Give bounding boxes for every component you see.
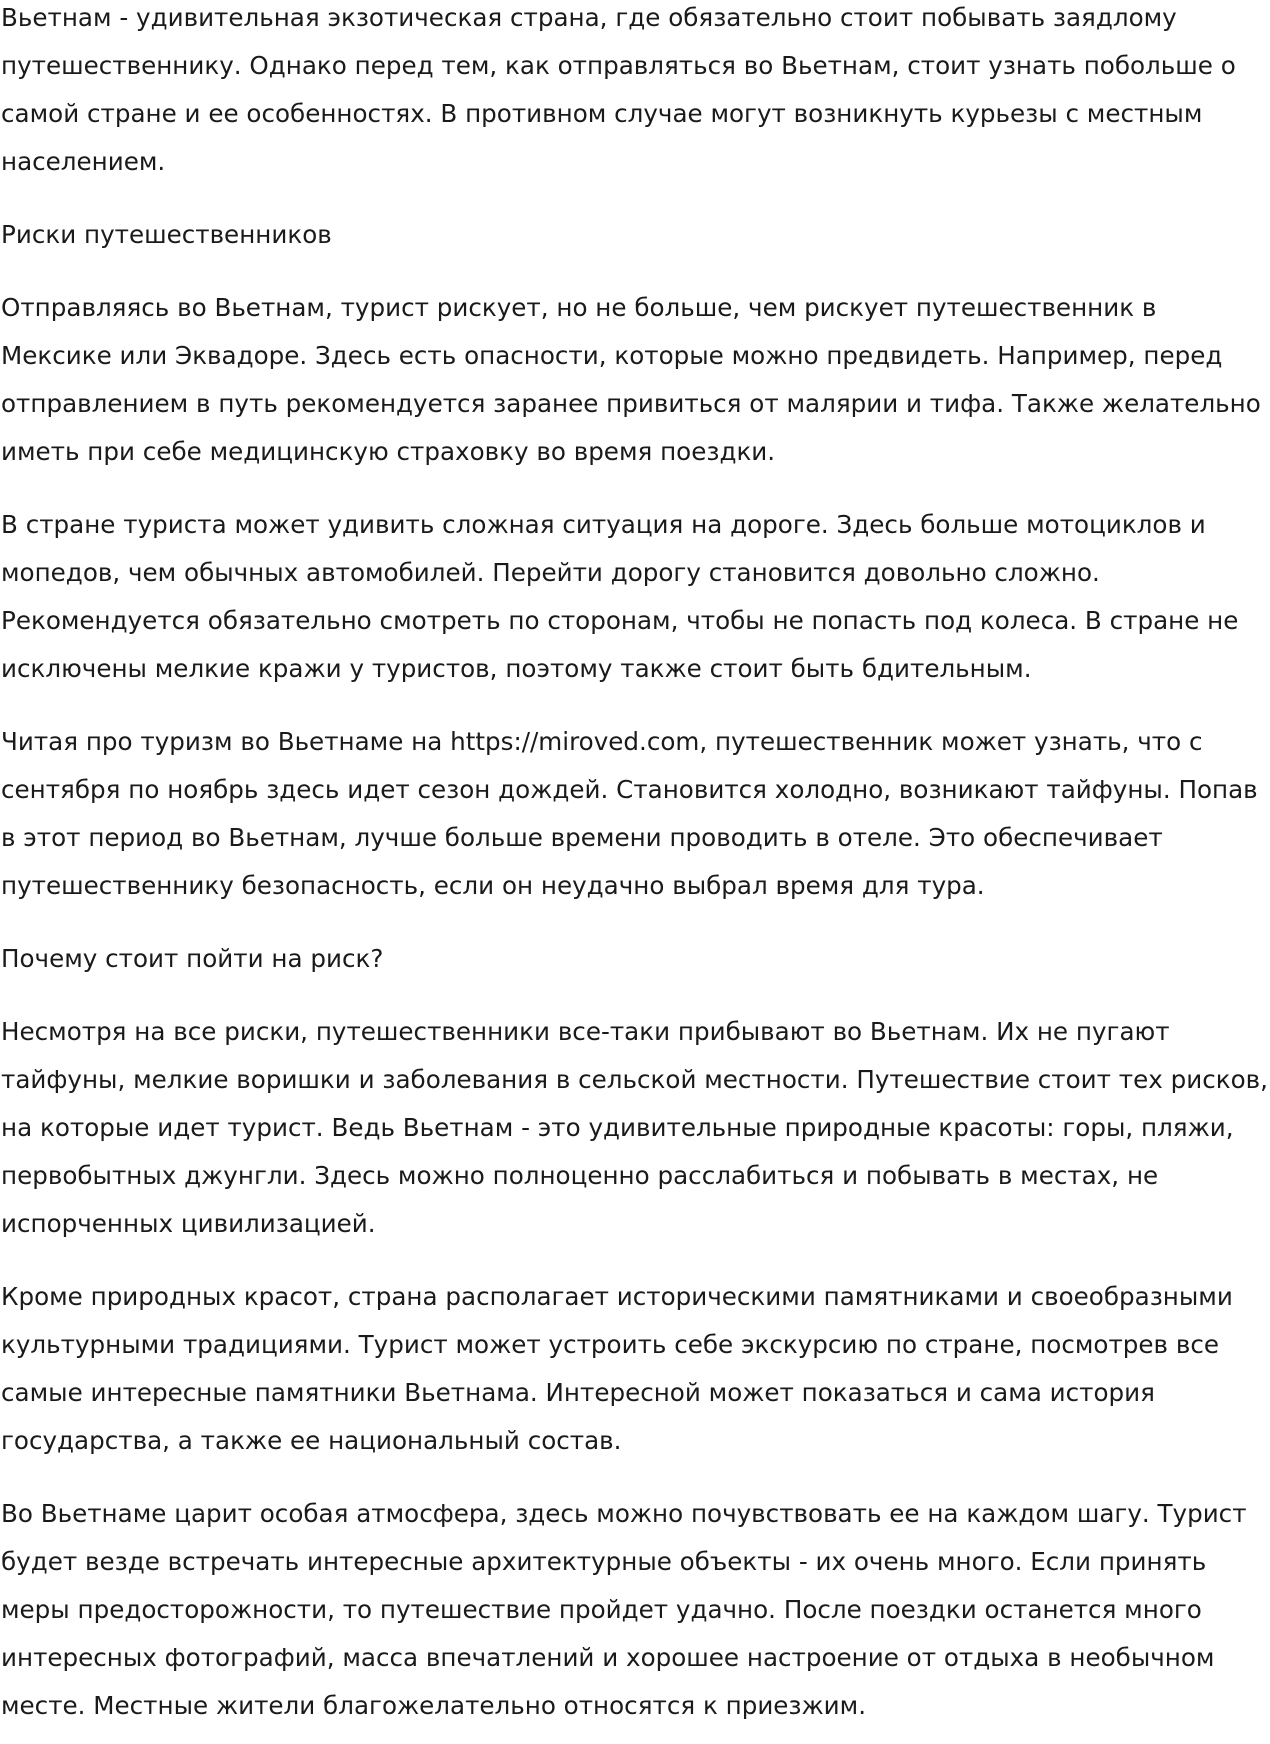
- why-paragraph-culture: Кроме природных красот, страна располагает историческими памятниками и своеобразными культурными традициями. Турист может устроить себе экскурсию по стране, посмотрев все самые интересные памятники Вьетнама. Интересной может показаться и сама история государства, а также ее национальный состав.: [1, 1282, 1233, 1455]
- miroved-link[interactable]: https://miroved.com: [450, 727, 700, 756]
- why-paragraph-atmosphere: Во Вьетнаме царит особая атмосфера, здесь можно почувствовать ее на каждом шагу. Турист будет везде встречать интересные архитектурные объекты - их очень много. Если принять меры предосторожности, то путешествие пройдет удачно. После поездки останется много интересных фотографий, масса впечатлений и хорошее настроение от отдыха в необычном месте. Местные жители благожелательно относятся к приезжим.: [1, 1499, 1247, 1720]
- risks-paragraph-weather: [1, 718, 1270, 910]
- section-heading-why: Почему стоит пойти на риск?: [1, 944, 384, 973]
- weather-text-before: Читая про туризм во Вьетнаме на: [1, 727, 451, 756]
- why-paragraph-nature: Несмотря на все риски, путешественники все-таки прибывают во Вьетнам. Их не пугают тайфуны, мелкие воришки и заболевания в сельской местности. Путешествие стоит тех рисков, на которые идет турист. Ведь Вьетнам - это удивительные природные красоты: горы, пляжи, первобытных джунгли. Здесь можно полноценно расслабиться и побывать в местах, не испорченных цивилизацией.: [1, 1017, 1268, 1238]
- intro-paragraph: Вьетнам - удивительная экзотическая страна, где обязательно стоит побывать заядлому путешественнику. Однако перед тем, как отправляться во Вьетнам, стоит узнать побольше о самой стране и ее особенностях. В противном случае могут возникнуть курьезы с местным населением.: [1, 3, 1236, 176]
- section-heading-risks: Риски путешественников: [1, 220, 332, 249]
- weather-text-after: , путешественник может узнать, что с сентября по ноябрь здесь идет сезон дождей. Становится холодно, возникают тайфуны. Попав в этот период во Вьетнам, лучше больше времени проводить в отеле. Это обеспечивает путешественнику безопасность, если он неудачно выбрал время для тура.: [1, 727, 1258, 900]
- risks-paragraph-health: Отправляясь во Вьетнам, турист рискует, но не больше, чем рискует путешественник в Мексике или Эквадоре. Здесь есть опасности, которые можно предвидеть. Например, перед отправлением в путь рекомендуется заранее привиться от малярии и тифа. Также желательно иметь при себе медицинскую страховку во время поездки.: [1, 293, 1261, 466]
- risks-paragraph-roads: В стране туриста может удивить сложная ситуация на дороге. Здесь больше мотоциклов и мопедов, чем обычных автомобилей. Перейти дорогу становится довольно сложно. Рекомендуется обязательно смотреть по сторонам, чтобы не попасть под колеса. В стране не исключены мелкие кражи у туристов, поэтому также стоит быть бдительным.: [1, 510, 1239, 683]
